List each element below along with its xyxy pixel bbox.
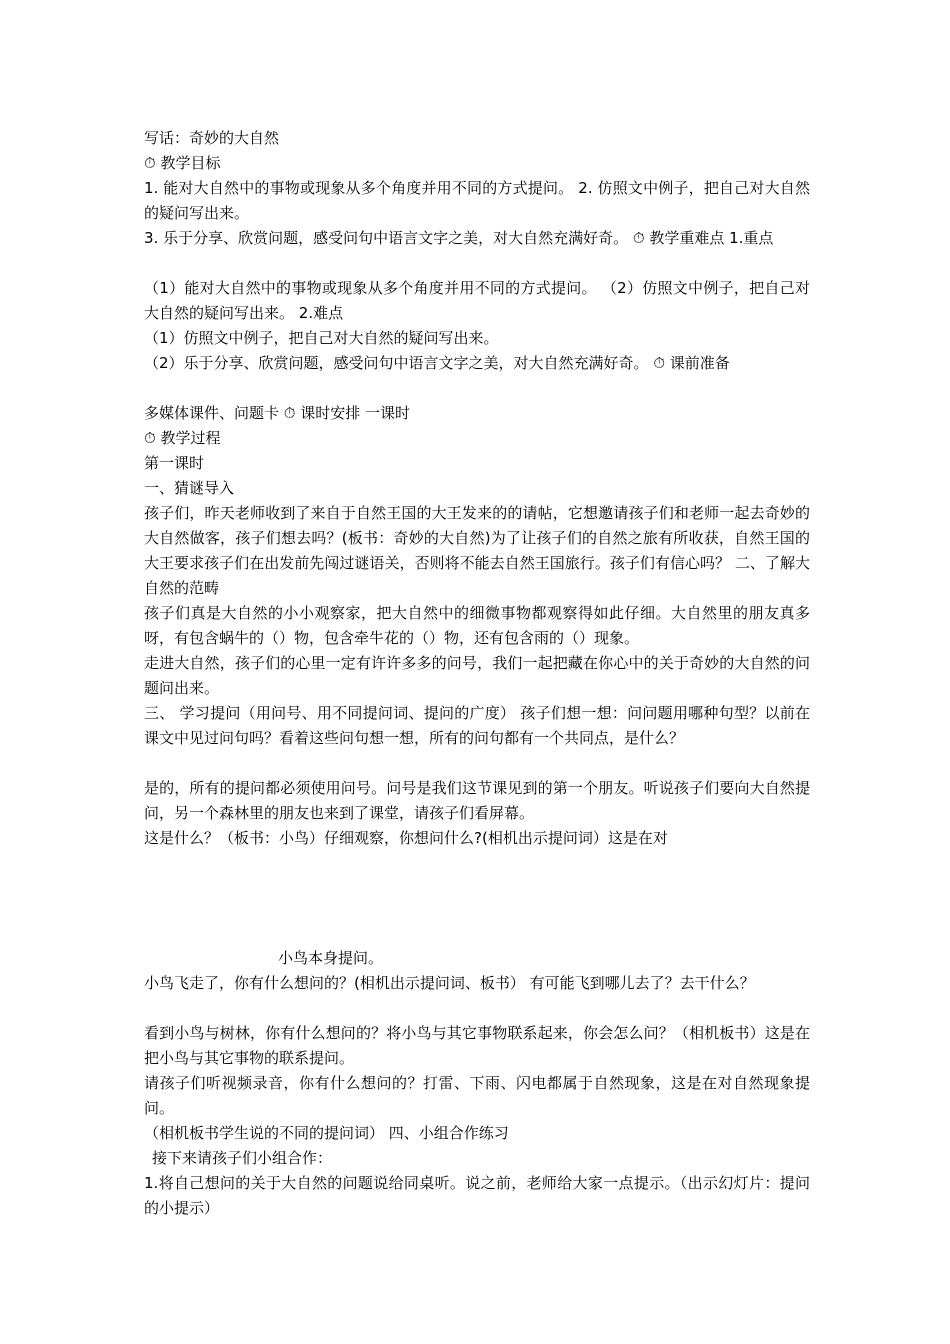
- paragraph: 孩子们，昨天老师收到了来自于自然王国的大王发来的的请帖，它想邀请孩子们和老师一起去奇妙的大自然做客，孩子们想去吗？(板书：奇妙的大自然)为了让孩子们的自然之旅有所收获，自然王国的大王要求孩子们在出发前先闯过谜语关，否则将不能去自然王国旅行。孩子们有信心吗？ 二、了解大自然的范畴: [144, 504, 810, 597]
- paragraph: 是的，所有的提问都必须使用问号。问号是我们这节课见到的第一个朋友。听说孩子们要向大自然提问，另一个森林里的朋友也来到了课堂，请孩子们看屏幕。: [144, 779, 810, 822]
- paragraph: 小鸟本身提问。: [278, 949, 384, 967]
- paragraph: 孩子们真是大自然的小小观察家，把大自然中的细微事物都观察得如此仔细。大自然里的朋友真多呀，有包含蜗牛的（）物，包含牵牛花的（）物，还有包含雨的（）现象。: [144, 604, 810, 647]
- paragraph: 1.将自己想问的关于大自然的问题说给同桌听。说之前，老师给大家一点提示。（出示幻灯片：提问的小提示）: [144, 1174, 810, 1217]
- paragraph: 走进大自然，孩子们的心里一定有许许多多的问号，我们一起把藏在你心中的关于奇妙的大自然的问题问出来。: [144, 654, 810, 697]
- paragraph: 这是什么？（板书：小鸟）仔细观察，你想问什么?(相机出示提问词）这是在对: [144, 829, 668, 847]
- paragraph: （相机板书学生说的不同的提问词） 四、小组合作练习: [144, 1124, 509, 1142]
- document-title: 写话：奇妙的大自然: [144, 129, 280, 147]
- section-heading: ⏱ 教学目标: [144, 154, 221, 172]
- paragraph: 1. 能对大自然中的事物或现象从多个角度并用不同的方式提问。 2. 仿照文中例子，把自己对大自然的疑问写出来。: [144, 179, 810, 222]
- paragraph: （1）仿照文中例子，把自己对大自然的疑问写出来。: [144, 329, 499, 347]
- paragraph: 多媒体课件、问题卡 ⏱ 课时安排 一课时: [144, 404, 411, 422]
- paragraph: （1）能对大自然中的事物或现象从多个角度并用不同的方式提问。 （2）仿照文中例子，把自己对大自然的疑问写出来。 2.难点: [144, 279, 810, 322]
- paragraph: 看到小鸟与树林，你有什么想问的？将小鸟与其它事物联系起来，你会怎么问？（相机板书）这是在把小鸟与其它事物的联系提问。: [144, 1024, 810, 1067]
- section-heading: ⏱ 教学过程: [144, 429, 221, 447]
- paragraph: 请孩子们听视频录音，你有什么想问的？打雷、下雨、闪电都属于自然现象，这是在对自然现象提问。: [144, 1074, 810, 1117]
- paragraph: 第一课时: [144, 454, 205, 472]
- paragraph: 3. 乐于分享、欣赏问题，感受问句中语言文字之美，对大自然充满好奇。 ⏱ 教学重难点 1.重点: [144, 229, 774, 247]
- paragraph: 小鸟飞走了，你有什么想问的？(相机出示提问词、板书） 有可能飞到哪儿去了？去干什么？: [144, 974, 755, 992]
- paragraph: 一、猜谜导入: [144, 479, 235, 497]
- paragraph: 三、 学习提问（用问号、用不同提问词、提问的广度） 孩子们想一想：问问题用哪种句型？以前在课文中见过问句吗？看着这些问句想一想，所有的问句都有一个共同点，是什么？: [144, 704, 810, 747]
- paragraph: 接下来请孩子们小组合作：: [152, 1149, 333, 1167]
- paragraph: （2）乐于分享、欣赏问题，感受问句中语言文字之美，对大自然充满好奇。 ⏱ 课前准备: [144, 354, 730, 372]
